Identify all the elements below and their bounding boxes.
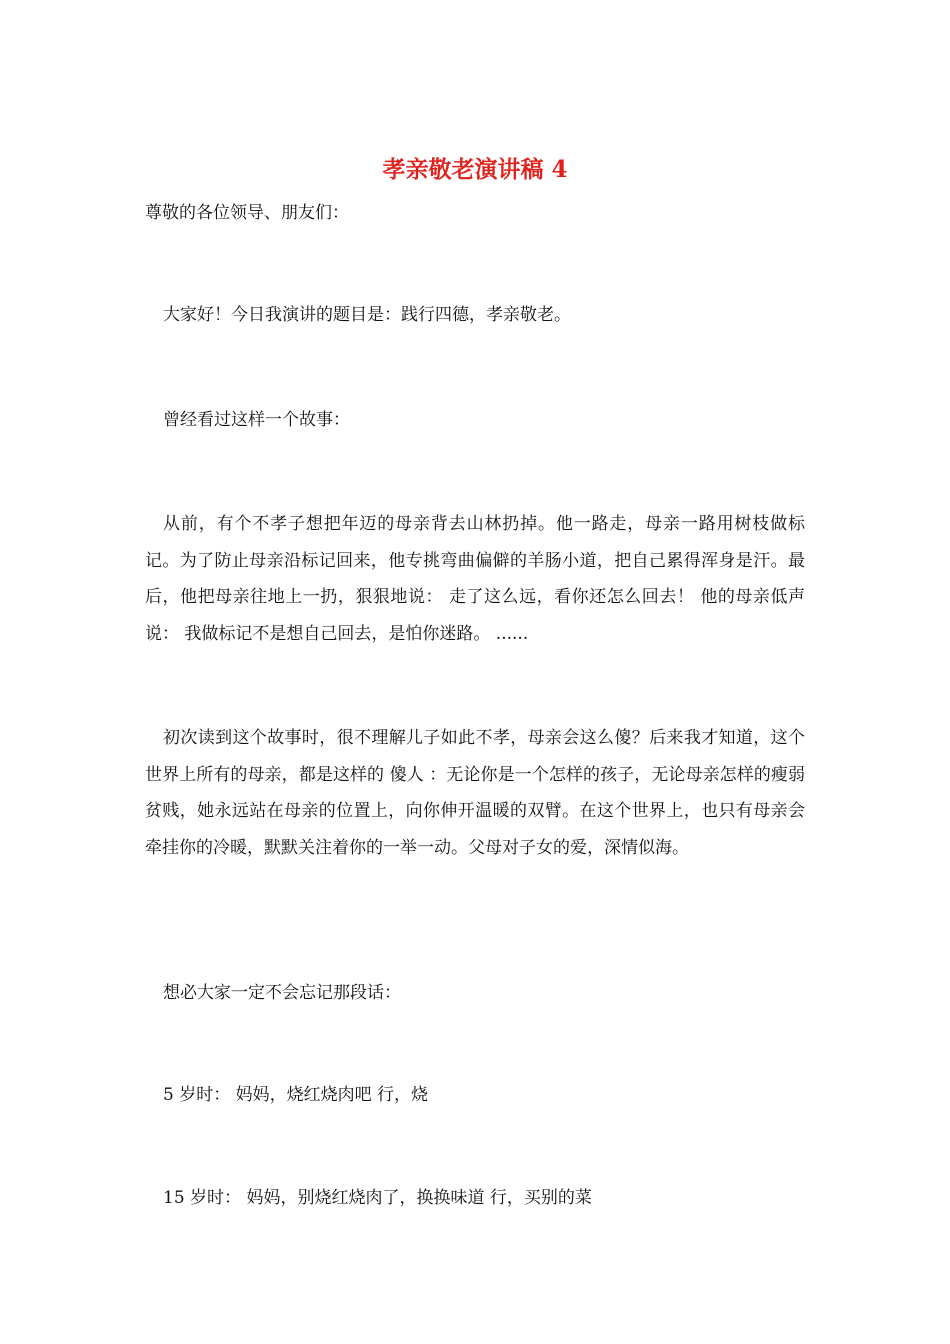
paragraph-age-5: 5 岁时： 妈妈，烧红烧肉吧 行，烧 [163, 1085, 429, 1105]
paragraph-age-15: 15 岁时： 妈妈，别烧红烧肉了，换换味道 行，买别的菜 [163, 1188, 592, 1208]
paragraph-story: 从前，有个不孝子想把年迈的母亲背去山林扔掉。他一路走，母亲一路用树枝做标记。为了防止母亲沿标记回来，他专挑弯曲偏僻的羊肠小道，把自己累得浑身是汗。最后，他把母亲往地上一扔，狠狠地说： 走了这么远，看你还怎么回去！ 他的母亲低声说： 我做标记不是想自己回去，是怕你迷路。 ...... [145, 514, 805, 644]
paragraph-quote-intro: 想必大家一定不会忘记那段话： [163, 983, 401, 1003]
document-title: 孝亲敬老演讲稿 4 [382, 156, 568, 183]
paragraph-reflection: 初次读到这个故事时，很不理解儿子如此不孝，母亲会这么傻？后来我才知道，这个世界上所有的母亲，都是这样的 傻人 ：无论你是一个怎样的孩子，无论母亲怎样的瘦弱贫贱，她永远站在母亲的位置上，向你伸开温暖的双臂。在这个世界上，也只有母亲会牵挂你的冷暖，默默关注着你的一举一动。父母对子女的爱，深情似海。 [145, 728, 805, 858]
greeting: 尊敬的各位领导、朋友们： [145, 203, 349, 223]
paragraph-story-intro: 曾经看过这样一个故事： [163, 410, 350, 430]
paragraph-opening: 大家好！今日我演讲的题目是：践行四德，孝亲敬老。 [163, 305, 571, 325]
